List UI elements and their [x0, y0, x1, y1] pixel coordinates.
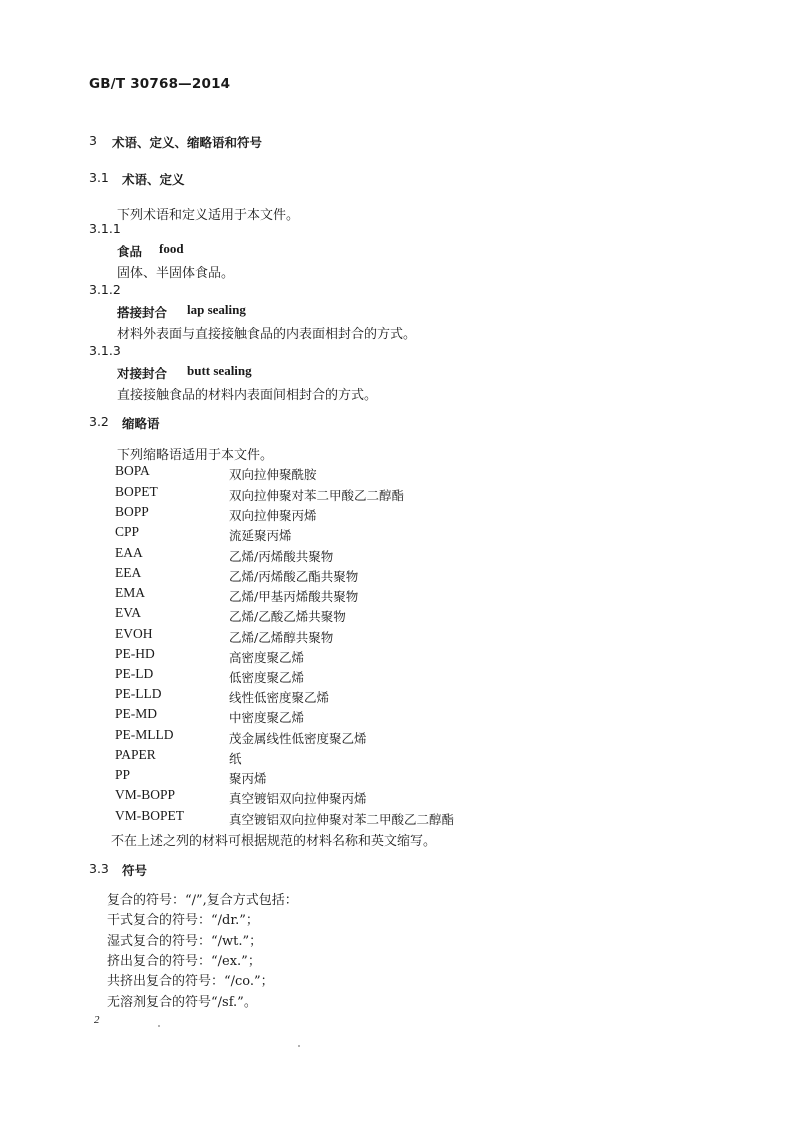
abbr-desc: 低密度聚乙烯	[229, 670, 305, 685]
abbr-code: PAPER	[115, 747, 156, 762]
term-en: lap sealing	[187, 302, 246, 317]
term-definition: 直接接触食品的材料内表面间相封合的方式。	[117, 388, 378, 403]
abbr-desc: 流延聚丙烯	[229, 528, 292, 543]
abbr-desc: 乙烯/甲基丙烯酸共聚物	[229, 589, 359, 604]
term-definition: 固体、半固体食品。	[117, 266, 235, 281]
section-3-2-title: 缩略语	[122, 416, 160, 431]
abbr-code: PE-MLLD	[115, 727, 174, 742]
symbol-line: 无溶剂复合的符号“/sf.”。	[107, 995, 257, 1010]
abbr-desc: 纸	[229, 751, 242, 766]
abbr-code: PE-MD	[115, 706, 158, 721]
abbr-desc: 中密度聚乙烯	[229, 710, 305, 725]
abbr-desc: 真空镀铝双向拉伸聚丙烯	[229, 791, 367, 806]
abbr-desc: 乙烯/丙烯酸共聚物	[229, 549, 334, 564]
section-3-number: 3	[89, 133, 97, 148]
standard-code-header: GB/T 30768—2014	[89, 76, 231, 92]
abbr-code: VM-BOPET	[115, 808, 185, 823]
abbr-code: BOPP	[115, 504, 149, 519]
term-number: 3.1.3	[89, 343, 121, 358]
abbr-code: EMA	[115, 585, 145, 600]
term-zh: 搭接封合	[117, 305, 168, 320]
symbol-line: 挤出复合的符号：“/ex.”；	[107, 954, 261, 969]
symbol-line: 湿式复合的符号：“/wt.”；	[107, 934, 263, 949]
abbr-desc: 乙烯/乙酸乙烯共聚物	[229, 609, 346, 624]
term-en: butt sealing	[187, 363, 252, 378]
abbr-code: PP	[115, 767, 131, 782]
symbol-line: 复合的符号：“/”,复合方式包括：	[107, 893, 298, 908]
section-3-title: 术语、定义、缩略语和符号	[112, 135, 263, 150]
abbr-desc: 高密度聚乙烯	[229, 650, 305, 665]
term-zh: 食品	[117, 244, 143, 259]
term-en: food	[159, 241, 184, 256]
section-3-1-title: 术语、定义	[122, 172, 185, 187]
abbr-code: EAA	[115, 545, 143, 560]
term-definition: 材料外表面与直接接触食品的内表面相封合的方式。	[117, 327, 417, 342]
section-3-3-title: 符号	[122, 863, 148, 878]
section-3-2-note: 不在上述之列的材料可根据规范的材料名称和英文缩写。	[111, 834, 437, 849]
abbr-code: EVA	[115, 605, 142, 620]
abbr-code: CPP	[115, 524, 140, 539]
abbr-desc: 双向拉伸聚对苯二甲酸乙二醇酯	[229, 488, 405, 503]
symbol-line: 共挤出复合的符号：“/co.”；	[107, 974, 274, 989]
abbr-desc: 真空镀铝双向拉伸聚对苯二甲酸乙二醇酯	[229, 812, 455, 827]
scan-speck	[298, 1045, 300, 1047]
section-3-3-number: 3.3	[89, 861, 109, 876]
abbr-code: EVOH	[115, 626, 153, 641]
abbr-desc: 线性低密度聚乙烯	[229, 690, 330, 705]
abbr-desc: 聚丙烯	[229, 771, 267, 786]
abbr-desc: 乙烯/丙烯酸乙酯共聚物	[229, 569, 359, 584]
abbr-desc: 茂金属线性低密度聚乙烯	[229, 731, 367, 746]
abbr-desc: 双向拉伸聚丙烯	[229, 508, 317, 523]
abbr-code: VM-BOPP	[115, 787, 176, 802]
abbr-code: PE-HD	[115, 646, 155, 661]
term-zh: 对接封合	[117, 366, 168, 381]
term-number: 3.1.2	[89, 282, 121, 297]
section-3-2-intro: 下列缩略语适用于本文件。	[117, 448, 274, 463]
abbr-code: PE-LD	[115, 666, 154, 681]
abbr-code: BOPA	[115, 463, 150, 478]
scan-speck	[158, 1025, 160, 1027]
abbr-code: BOPET	[115, 484, 158, 499]
abbr-desc: 乙烯/乙烯醇共聚物	[229, 630, 334, 645]
abbr-code: EEA	[115, 565, 142, 580]
section-3-2-number: 3.2	[89, 414, 109, 429]
abbr-code: PE-LLD	[115, 686, 162, 701]
abbr-desc: 双向拉伸聚酰胺	[229, 467, 317, 482]
page-number: 2	[94, 1014, 100, 1026]
section-3-1-intro: 下列术语和定义适用于本文件。	[117, 208, 300, 223]
term-number: 3.1.1	[89, 221, 121, 236]
symbol-line: 干式复合的符号：“/dr.”；	[107, 913, 259, 928]
section-3-1-number: 3.1	[89, 170, 109, 185]
